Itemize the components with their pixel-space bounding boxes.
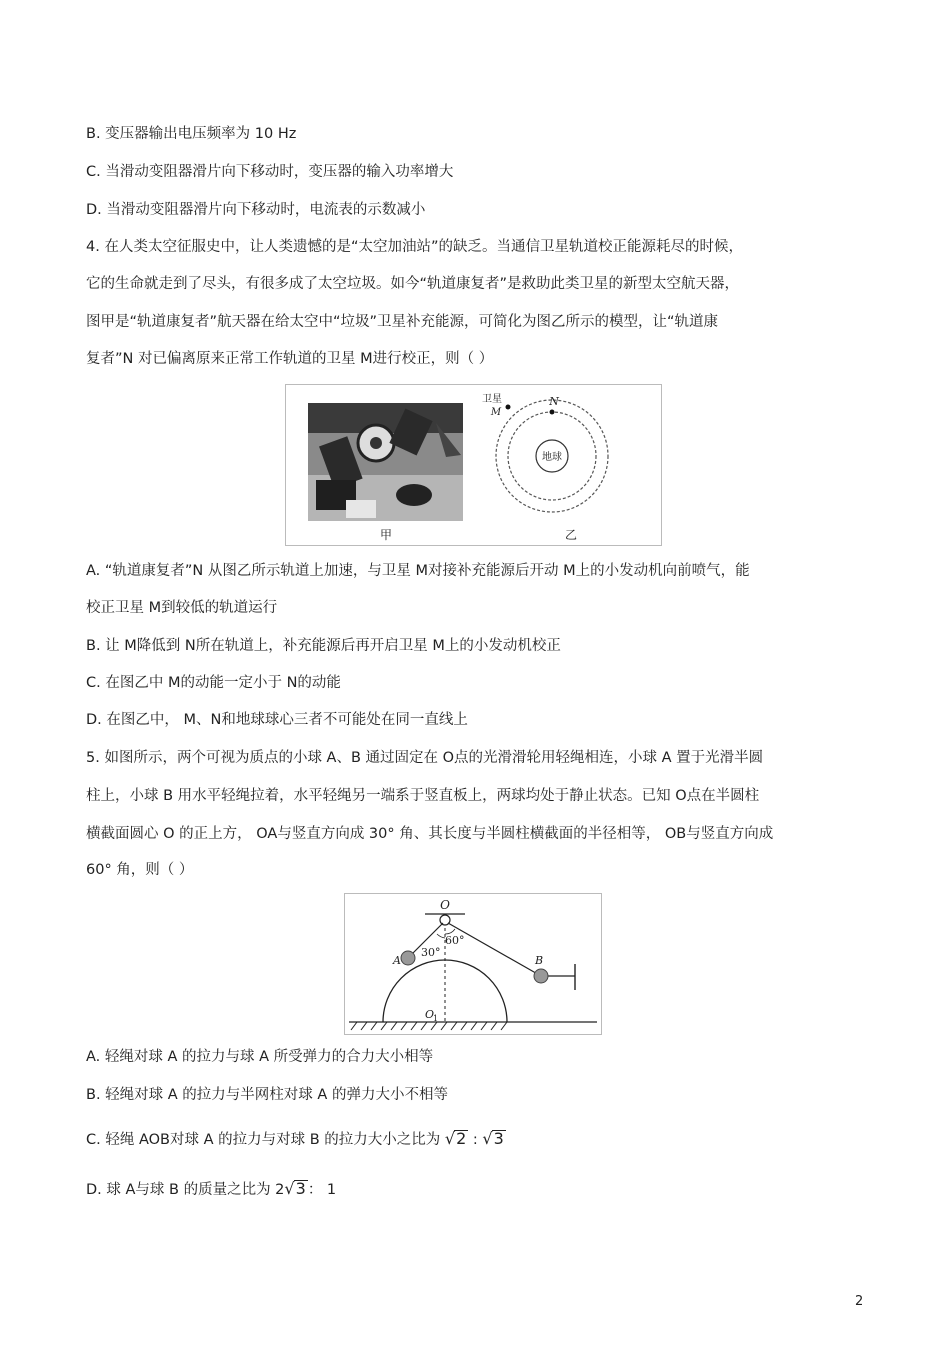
label-A: A [393,954,401,967]
line-16: A. 轻绳对球 A 的拉力与球 A 所受弹力的合力大小相等 [86,1049,434,1065]
line-7: A. “轨道康复者”N 从图乙所示轨道上加速，与卫星 M对接补充能源后开动 M上的小发动机向前喷气，能 [86,563,750,579]
sqrt-3-radicand: 3 [493,1129,504,1148]
label-angle60: 60° [445,934,465,947]
line-8: 校正卫星 M到较低的轨道运行 [86,600,278,616]
line-14: 横截面圆心 O 的正上方， OA与竖直方向成 30° 角、其长度与半圆柱横截面的半径相等， OB与竖直方向成 [86,826,774,842]
figure-orbit [285,384,662,546]
figure-pulley [344,893,602,1035]
sqrt-2: √2 [444,1129,467,1148]
option-c-sep: : [468,1132,483,1148]
label-O1: O [425,1008,435,1021]
line-4: 它的生命就走到了尽头，有很多成了太空垃圾。如今“轨道康复者”是救助此类卫星的新型太空航天器， [86,276,740,292]
line-15: 60° 角，则（ ） [86,862,194,878]
line-11: D. 在图乙中， M、N和地球球心三者不可能处在同一直线上 [86,712,468,728]
line-1: C. 当滑动变阻器滑片向下移动时，变压器的输入功率增大 [86,164,454,180]
page-number: 2 [855,1294,864,1309]
sqrt-3: √3 [482,1129,504,1148]
option-d-suffix: ： 1 [307,1182,337,1198]
option-c-text: C. 轻绳 AOB对球 A 的拉力与对球 B 的拉力大小之比为 [86,1132,445,1148]
line-5: 图甲是“轨道康复者”航天器在给太空中“垃圾”卫星补充能源，可简化为图乙所示的模型，让“轨道康 [86,314,719,330]
line-6: 复者”N 对已偏离原来正常工作轨道的卫星 M进行校正，则（ ） [86,351,494,367]
label-angle30: 30° [421,946,441,959]
line-12: 5. 如图所示，两个可视为质点的小球 A、B 通过固定在 O点的光滑滑轮用轻绳相连，小球 A 置于光滑半圆 [86,750,764,766]
line-0: B. 变压器输出电压频率为 10 Hz [86,126,297,142]
label-N: N [549,395,559,408]
label-jia: 甲 [379,528,393,542]
line-10: C. 在图乙中 M的动能一定小于 N的动能 [86,675,341,691]
label-M: M [490,407,502,418]
photo-jia [308,403,463,521]
sqrt-3-d-radicand: 3 [295,1179,306,1198]
label-B: B [535,954,544,967]
line-9: B. 让 M降低到 N所在轨道上，补充能源后再开启卫星 M上的小发动机校正 [86,638,561,654]
line-2: D. 当滑动变阻器滑片向下移动时，电流表的示数减小 [86,202,426,218]
sqrt-3-d: √3 [284,1179,306,1198]
option-d [86,1179,336,1200]
label-O1-sub: 1 [433,1014,439,1023]
sqrt-2-radicand: 2 [456,1129,467,1148]
label-earth: 地球 [542,452,562,463]
line-3: 4. 在人类太空征服史中，让人类遗憾的是“太空加油站”的缺乏。当通信卫星轨道校正能源耗尽的时候， [86,239,743,255]
line-17: B. 轻绳对球 A 的拉力与半网柱对球 A 的弹力大小不相等 [86,1087,448,1103]
option-d-text: D. 球 A与球 B 的质量之比为 2 [86,1182,285,1198]
label-satellite: 卫星 [482,394,502,405]
label-yi: 乙 [564,528,578,542]
line-13: 柱上，小球 B 用水平轻绳拉着，水平轻绳另一端系于竖直板上，两球均处于静止状态。已知 O点在半圆柱 [86,788,760,804]
label-O: O [440,898,450,912]
option-c [86,1129,506,1150]
